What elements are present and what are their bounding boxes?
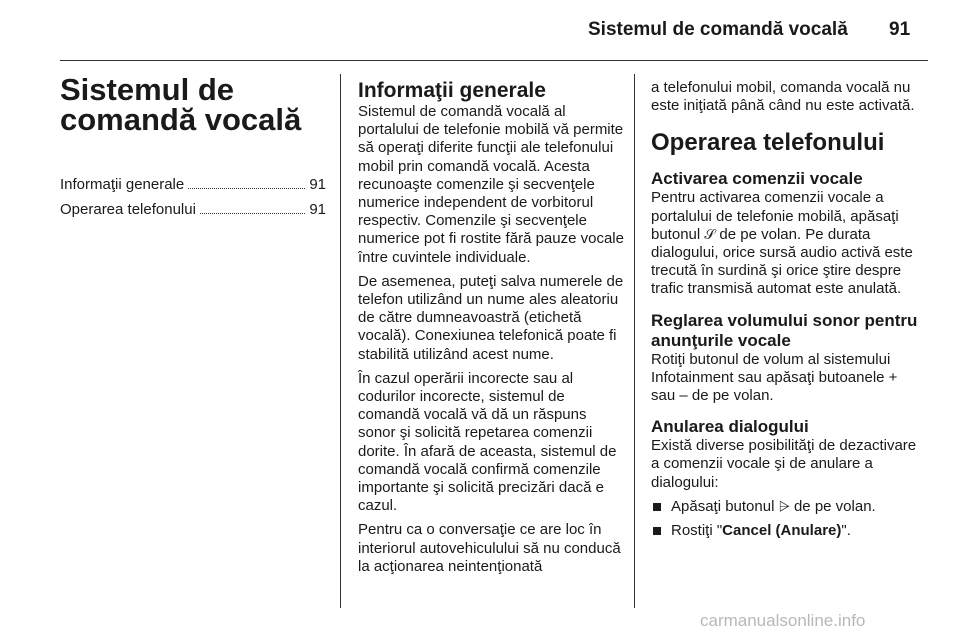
subsection-heading: Activarea comenzii vocale — [651, 169, 863, 189]
column-divider-left — [340, 74, 341, 608]
paragraph: În cazul operării incorecte sau al codurilor incorecte, sistemul de comandă vocală vă dă un răspuns sonor şi solicită repetarea comenzii dorite. În afară de aceasta, sistemul de comandă vocală confirmă comenzile importante şi solicită precizări dacă e cazul. — [358, 369, 617, 515]
column-general-info — [358, 79, 628, 582]
toc-entry[interactable] — [60, 176, 326, 201]
paragraph: Pentru ca o conversaţie ce are loc în interiorul autovehiculului să nu conducă la acţionarea neintenţionată — [358, 521, 621, 575]
bullet-square-icon — [653, 503, 661, 511]
text: Apăsaţi butonul — [671, 497, 775, 515]
text: de pe volan. — [793, 497, 876, 515]
hang-up-button-icon: ⩥ — [778, 498, 790, 515]
paragraph: De asemenea, puteţi salva numerele de telefon utilizând un nume ales aleatoriu de către dumneavoastră (etichetă vocală). Conexiunea telefonică poate fi stabilită utilizând acest nume. — [358, 272, 624, 363]
bullet-square-icon — [653, 527, 661, 535]
section-heading: Informaţii generale — [358, 79, 546, 102]
list-item — [651, 498, 921, 516]
header-rule — [60, 60, 928, 61]
toc-leader — [200, 213, 305, 214]
paragraph: a telefonului mobil, comanda vocală nu este iniţiată până când nu este activată. — [651, 79, 915, 115]
text: ". — [841, 522, 851, 540]
subsection-heading: Reglarea volumului sonor pentru anunţurile vocale — [651, 310, 918, 350]
text: Pentru activarea comenzii vocale a portalului de telefonie mobilă, apăsaţi butonul — [651, 189, 899, 243]
toc-entry-label: Operarea telefonului — [60, 201, 196, 218]
text: de pe volan. Pe durata dialogului, orice sursă audio activă este trecută în surdină şi orice ştire despre trafic transmisă automat este anulată. — [651, 225, 913, 298]
toc-entry-page: 91 — [309, 176, 326, 193]
toc-entry-page: 91 — [309, 201, 326, 218]
table-of-contents — [60, 176, 326, 226]
running-header-title: Sistemul de comandă vocală — [588, 19, 848, 40]
paragraph: Există diverse posibilităţi de dezactivare a comenzii vocale şi de anulare a dialogului: — [651, 437, 917, 491]
watermark: carmanualsonline.info — [700, 611, 866, 630]
toc-entry[interactable] — [60, 201, 326, 226]
paragraph: Sistemul de comandă vocală al portalului de telefonie mobilă vă permite să operaţi diferite funcţii ale telefonului mobil prin comandă vocală. Acesta recunoaşte comenzile şi secvenţele numerice independent de vorbitorul respectiv. Comenzile şi secvenţele numerice pot fi rostite fără pauze vocale între cuvintele individuale. — [358, 103, 624, 266]
subsection-heading: Anularea dialogului — [651, 417, 809, 437]
paragraph — [651, 189, 921, 298]
section-heading: Operarea telefonului — [651, 129, 885, 157]
page-number: 91 — [889, 19, 911, 40]
paragraph: Rotiţi butonul de volum al sistemului Infotainment sau apăsaţi butoanele + sau – de pe volan. — [651, 350, 898, 405]
toc-leader — [188, 188, 305, 189]
list-item — [651, 522, 921, 540]
voice-button-icon: 𝒮 — [704, 226, 716, 243]
toc-entry-label: Informaţii generale — [60, 176, 185, 193]
bullet-list — [651, 498, 921, 540]
column-divider-right — [634, 74, 635, 608]
voice-command-text: Cancel (Anulare) — [722, 522, 842, 540]
column-phone-operation — [651, 79, 921, 546]
text: Rostiţi " — [671, 522, 723, 540]
chapter-title: Sistemul de comandă vocală — [60, 72, 302, 137]
